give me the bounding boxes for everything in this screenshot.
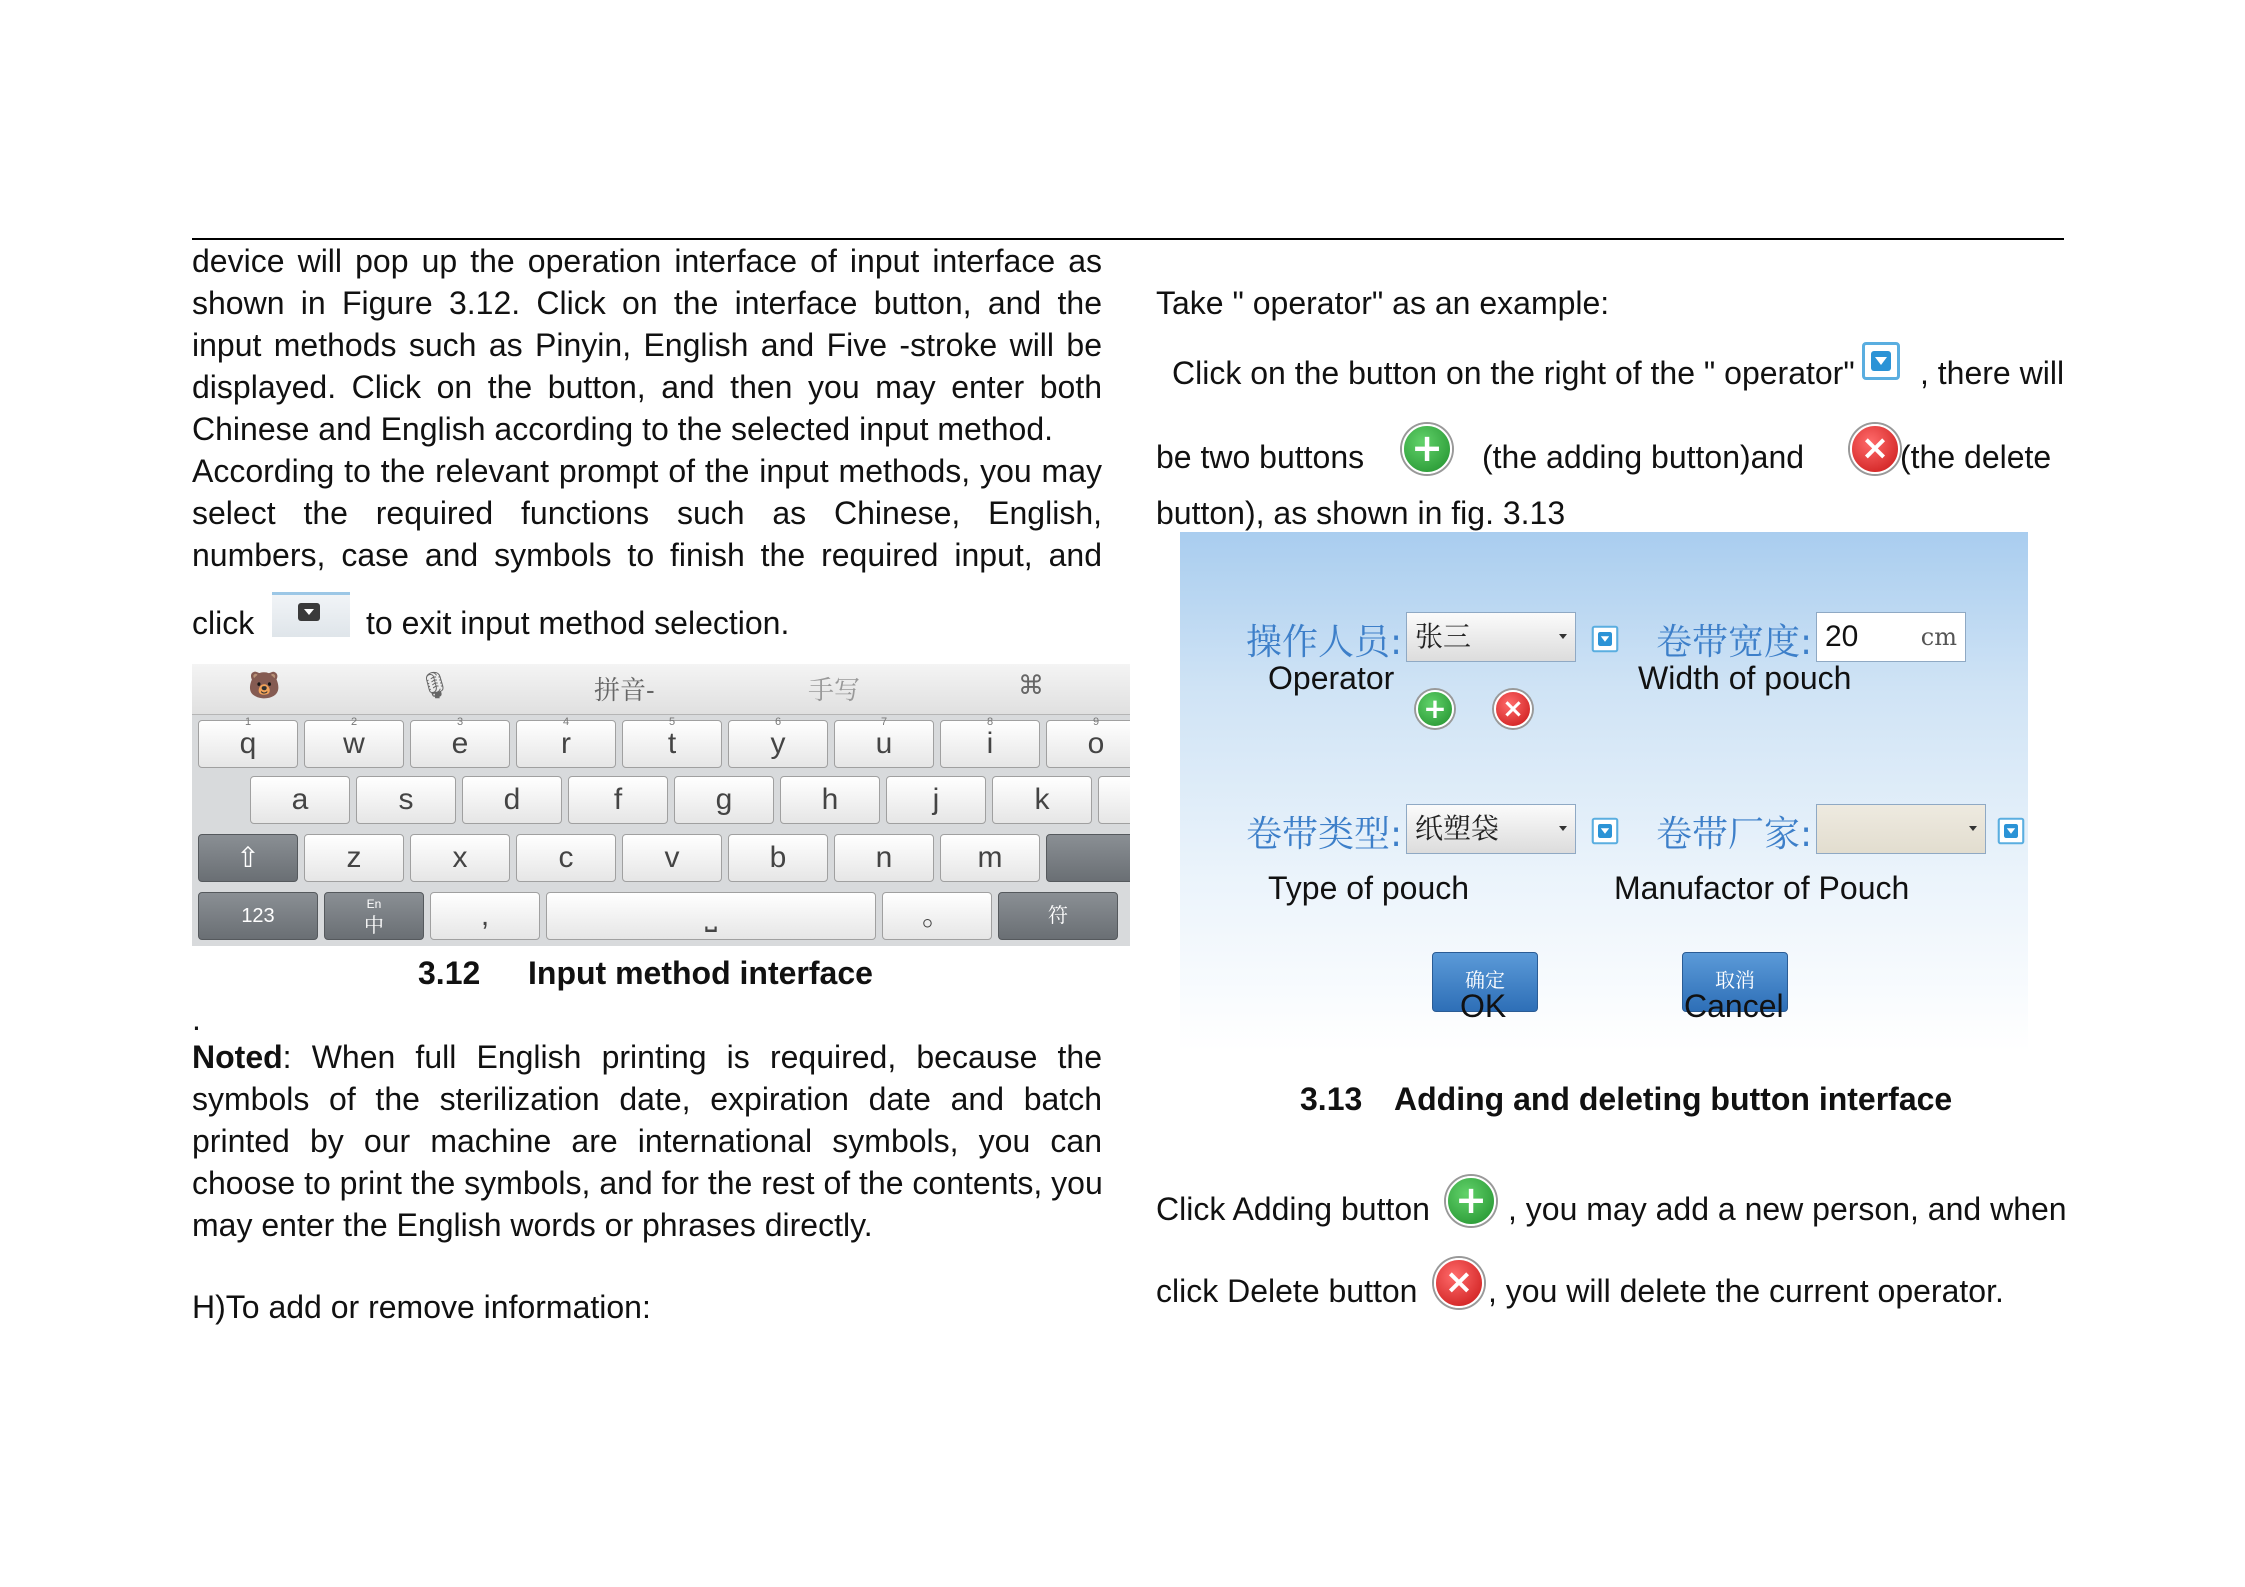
width-label-en: Width of pouch bbox=[1638, 660, 1852, 696]
key-o[interactable]: 9 o bbox=[1046, 720, 1130, 768]
key-period[interactable]: 。 bbox=[882, 892, 992, 940]
para1-line: shown in Figure 3.12. Click on the interface button, and the bbox=[192, 285, 1102, 321]
type-dropdown-button[interactable] bbox=[1592, 818, 1619, 845]
manu-select[interactable] bbox=[1816, 804, 1986, 854]
delete-icon: × bbox=[1434, 1258, 1484, 1308]
key-h[interactable]: h bbox=[780, 776, 880, 824]
key-k[interactable]: k bbox=[992, 776, 1092, 824]
delete-text-b: button), as shown in fig. 3.13 bbox=[1156, 495, 1566, 531]
be-two-text: be two buttons bbox=[1156, 439, 1365, 475]
key-x[interactable]: x bbox=[410, 834, 510, 882]
ok-label: OK bbox=[1460, 988, 1507, 1024]
adding-text: (the adding button)and bbox=[1482, 439, 1805, 475]
noted-line: symbols of the sterilization date, expiration date and batch bbox=[192, 1081, 1102, 1117]
take-example: Take " operator" as an example: bbox=[1156, 285, 1610, 321]
key-m[interactable]: m bbox=[940, 834, 1040, 882]
add-text-b: , you may add a new person, and when bbox=[1508, 1191, 2067, 1227]
type-select[interactable]: 纸塑袋 bbox=[1406, 804, 1576, 854]
settings-icon[interactable]: ⌘ bbox=[1018, 670, 1044, 700]
key-i[interactable]: 8 i bbox=[940, 720, 1040, 768]
add-icon: + bbox=[1402, 424, 1452, 474]
microphone-icon: 🎙 bbox=[418, 670, 452, 700]
noted-line: choose to print the symbols, and for the rest of the contents, you bbox=[192, 1165, 1103, 1201]
section-heading: H)To add or remove information: bbox=[192, 1289, 651, 1325]
key-s[interactable]: s bbox=[356, 776, 456, 824]
key-l[interactable] bbox=[1098, 776, 1130, 824]
del-text-b: , you will delete the current operator. bbox=[1488, 1273, 2004, 1309]
operator-select[interactable]: 张三 bbox=[1406, 612, 1576, 662]
handwrite-tab[interactable]: 手写 bbox=[808, 675, 861, 705]
key-v[interactable]: v bbox=[622, 834, 722, 882]
add-text-a: Click Adding button bbox=[1156, 1191, 1430, 1227]
key-space[interactable]: ⎵ bbox=[546, 892, 876, 940]
key-q[interactable]: 1 q bbox=[198, 720, 298, 768]
para1-line: input methods such as Pinyin, English and Five -stroke will be bbox=[192, 327, 1102, 363]
para2-line: numbers, case and symbols to finish the required input, and bbox=[192, 537, 1102, 573]
manu-label-en: Manufactor of Pouch bbox=[1614, 870, 1910, 906]
delete-button[interactable]: × bbox=[1494, 690, 1532, 728]
chevron-down-icon bbox=[1969, 826, 1977, 831]
para2-line: select the required functions such as Chinese, English, bbox=[192, 495, 1102, 531]
key-language[interactable]: En 中 bbox=[324, 892, 424, 940]
hide-keyboard-icon bbox=[298, 603, 320, 621]
manu-dropdown-button[interactable] bbox=[1998, 818, 2025, 845]
para1-line: displayed. Click on the button, and then you may enter both bbox=[192, 369, 1102, 405]
operator-label-cn: 操作人员: bbox=[1246, 622, 1403, 663]
type-label-cn: 卷带类型: bbox=[1246, 814, 1403, 855]
key-f[interactable]: f bbox=[568, 776, 668, 824]
del-text-a: click Delete button bbox=[1156, 1273, 1418, 1309]
stray-dot: . bbox=[192, 1001, 201, 1037]
para1-line: Chinese and English according to the selected input method. bbox=[192, 411, 1053, 447]
operator-dropdown-button[interactable] bbox=[1592, 626, 1619, 653]
keyboard-figure bbox=[192, 664, 1130, 946]
delete-text-a: (the delete bbox=[1900, 439, 2052, 475]
ok-button[interactable]: 确定 bbox=[1432, 952, 1538, 1012]
key-r[interactable]: 4 r bbox=[516, 720, 616, 768]
backspace-key[interactable] bbox=[1046, 834, 1130, 882]
dropdown-icon bbox=[1862, 342, 1900, 380]
key-j[interactable]: j bbox=[886, 776, 986, 824]
shift-key[interactable] bbox=[198, 834, 298, 882]
fig313-number: 3.13 bbox=[1300, 1081, 1363, 1117]
key-e[interactable]: 3 e bbox=[410, 720, 510, 768]
key-y[interactable]: 6 y bbox=[728, 720, 828, 768]
para2-line: According to the relevant prompt of the input methods, you may bbox=[192, 453, 1102, 489]
width-input[interactable]: 20 cm bbox=[1816, 612, 1966, 662]
key-g[interactable]: g bbox=[674, 776, 774, 824]
key-c[interactable]: c bbox=[516, 834, 616, 882]
width-label-cn: 卷带宽度: bbox=[1656, 622, 1813, 663]
fig312-number: 3.12 bbox=[418, 955, 481, 991]
fig313-caption: Adding and deleting button interface bbox=[1394, 1081, 1953, 1117]
key-123[interactable]: 123 bbox=[198, 892, 318, 940]
click-rest: to exit input method selection. bbox=[366, 605, 790, 641]
key-u[interactable]: 7 u bbox=[834, 720, 934, 768]
click-word: click bbox=[192, 605, 255, 641]
click-btn-text-b: , there will bbox=[1920, 355, 2065, 391]
keyboard-toolbar bbox=[192, 664, 1130, 715]
key-w[interactable]: 2 w bbox=[304, 720, 404, 768]
delete-icon: × bbox=[1850, 424, 1900, 474]
para1-line: device will pop up the operation interface of input interface as bbox=[192, 243, 1102, 279]
chevron-down-icon bbox=[1559, 634, 1567, 639]
key-n[interactable]: n bbox=[834, 834, 934, 882]
noted-line: printed by our machine are international symbols, you can bbox=[192, 1123, 1102, 1159]
fig312-caption: Input method interface bbox=[528, 955, 873, 991]
add-button[interactable]: + bbox=[1416, 690, 1454, 728]
noted-line: Noted: When full English printing is required, because the bbox=[192, 1039, 1102, 1075]
key-t[interactable]: 5 t bbox=[622, 720, 722, 768]
type-label-en: Type of pouch bbox=[1268, 870, 1470, 906]
key-a[interactable]: a bbox=[250, 776, 350, 824]
pinyin-tab[interactable]: 拼音- bbox=[594, 675, 655, 705]
hide-keyboard-button[interactable] bbox=[272, 592, 350, 637]
bear-icon: 🐻 bbox=[248, 670, 281, 700]
key-comma[interactable]: , bbox=[430, 892, 540, 940]
chevron-down-icon bbox=[1559, 826, 1567, 831]
key-b[interactable]: b bbox=[728, 834, 828, 882]
key-z[interactable]: z bbox=[304, 834, 404, 882]
fig313-panel bbox=[1180, 532, 2028, 1052]
key-d[interactable]: d bbox=[462, 776, 562, 824]
add-icon: + bbox=[1446, 1176, 1496, 1226]
key-symbols[interactable]: 符 bbox=[998, 892, 1118, 940]
noted-line: may enter the English words or phrases directly. bbox=[192, 1207, 873, 1243]
cancel-button[interactable]: 取消 bbox=[1682, 952, 1788, 1012]
shift-icon: ⇧ bbox=[236, 842, 260, 873]
manu-label-cn: 卷带厂家: bbox=[1656, 814, 1813, 855]
operator-label-en: Operator bbox=[1268, 660, 1395, 696]
width-unit: cm bbox=[1920, 623, 1957, 651]
click-btn-text: Click on the button on the right of the " operator" bbox=[1172, 355, 1855, 391]
cancel-label: Cancel bbox=[1684, 988, 1784, 1024]
